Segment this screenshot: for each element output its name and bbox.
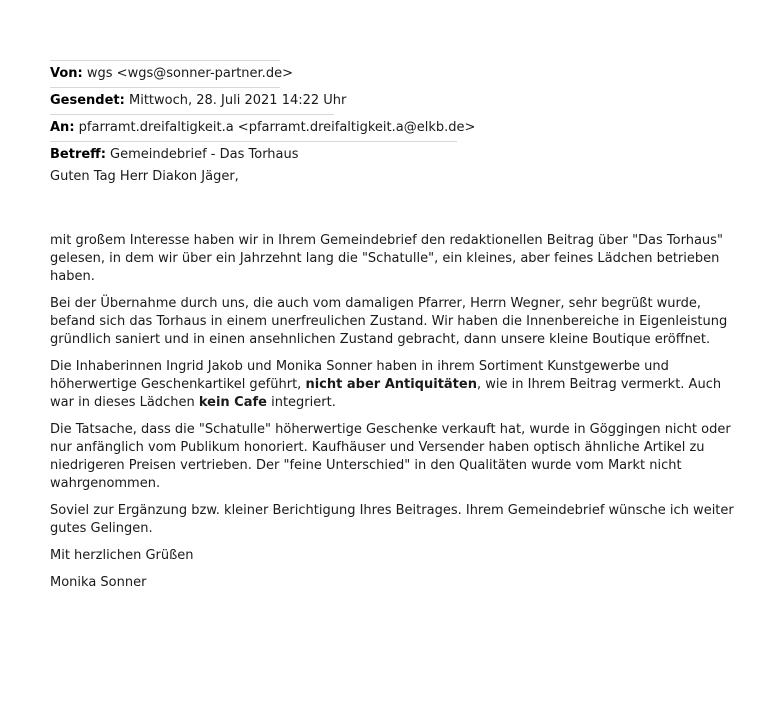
to-value[interactable]: pfarramt.dreifaltigkeit.a <pfarramt.dreifaltigkeit.a@elkb.de> xyxy=(78,120,476,135)
subject-row xyxy=(50,142,740,168)
email-message xyxy=(50,60,740,592)
sent-label: Gesendet: xyxy=(50,93,125,108)
paragraph-3-emphasis: kein Cafe xyxy=(198,395,267,410)
paragraph-3-text: Die Inhaberinnen Ingrid Jakob und Monika Sonner haben in ihrem Sortiment Kunstgewerbe und höherwertige Geschenkartikel geführt, xyxy=(50,359,669,392)
closing: Mit herzlichen Grüßen xyxy=(50,548,194,563)
to-row xyxy=(50,115,740,141)
paragraph-2: Bei der Übernahme durch uns, die auch vom damaligen Pfarrer, Herrn Wegner, sehr begrüßt wurde, befand sich das Torhaus in einem unerfreulichen Zustand. Wir haben die Innenbereiche in Eigenleistung gründlich saniert und in einen ansehnlichen Zustand gebracht, dann unsere kleine Boutique eröffnet. xyxy=(50,296,728,347)
from-value[interactable]: wgs <wgs@sonner-partner.de> xyxy=(86,66,293,81)
subject-label: Betreff: xyxy=(50,147,106,162)
sent-value: Mittwoch, 28. Juli 2021 14:22 Uhr xyxy=(128,93,347,108)
paragraph-3-text: , wie in Ihrem Beitrag vermerkt. Auch war in dieses Lädchen xyxy=(50,377,722,410)
from-row xyxy=(50,61,740,87)
paragraph-3 xyxy=(50,358,740,412)
sent-row xyxy=(50,88,740,114)
from-label: Von: xyxy=(50,66,83,81)
email-body xyxy=(50,168,740,592)
paragraph-3-emphasis: nicht aber Antiquitäten xyxy=(305,377,477,392)
paragraph-5: Soviel zur Ergänzung bzw. kleiner Berichtigung Ihres Beitrages. Ihrem Gemeindebrief wünsche ich weiter gutes Gelingen. xyxy=(50,503,734,536)
email-header xyxy=(50,60,740,168)
paragraph-4: Die Tatsache, dass die "Schatulle" höherwertige Geschenke verkauft hat, wurde in Göggingen nicht oder nur anfänglich vom Publikum honoriert. Kaufhäuser und Versender haben optisch ähnliche Artikel zu niedrigeren Preisen vertrieben. Der "feine Unterschied" in den Qualitäten wurde vom Markt nicht wahrgenommen. xyxy=(50,422,731,491)
to-label: An: xyxy=(50,120,75,135)
paragraph-1: mit großem Interesse haben wir in Ihrem Gemeindebrief den redaktionellen Beitrag über "Das Torhaus" gelesen, in dem wir über ein Jahrzehnt lang die "Schatulle", ein kleines, aber feines Lädchen betrieben haben. xyxy=(50,233,723,284)
signature: Monika Sonner xyxy=(50,575,147,590)
paragraph-3-text: integriert. xyxy=(266,395,336,410)
greeting: Guten Tag Herr Diakon Jäger, xyxy=(50,169,239,184)
subject-value: Gemeindebrief - Das Torhaus xyxy=(110,147,299,162)
